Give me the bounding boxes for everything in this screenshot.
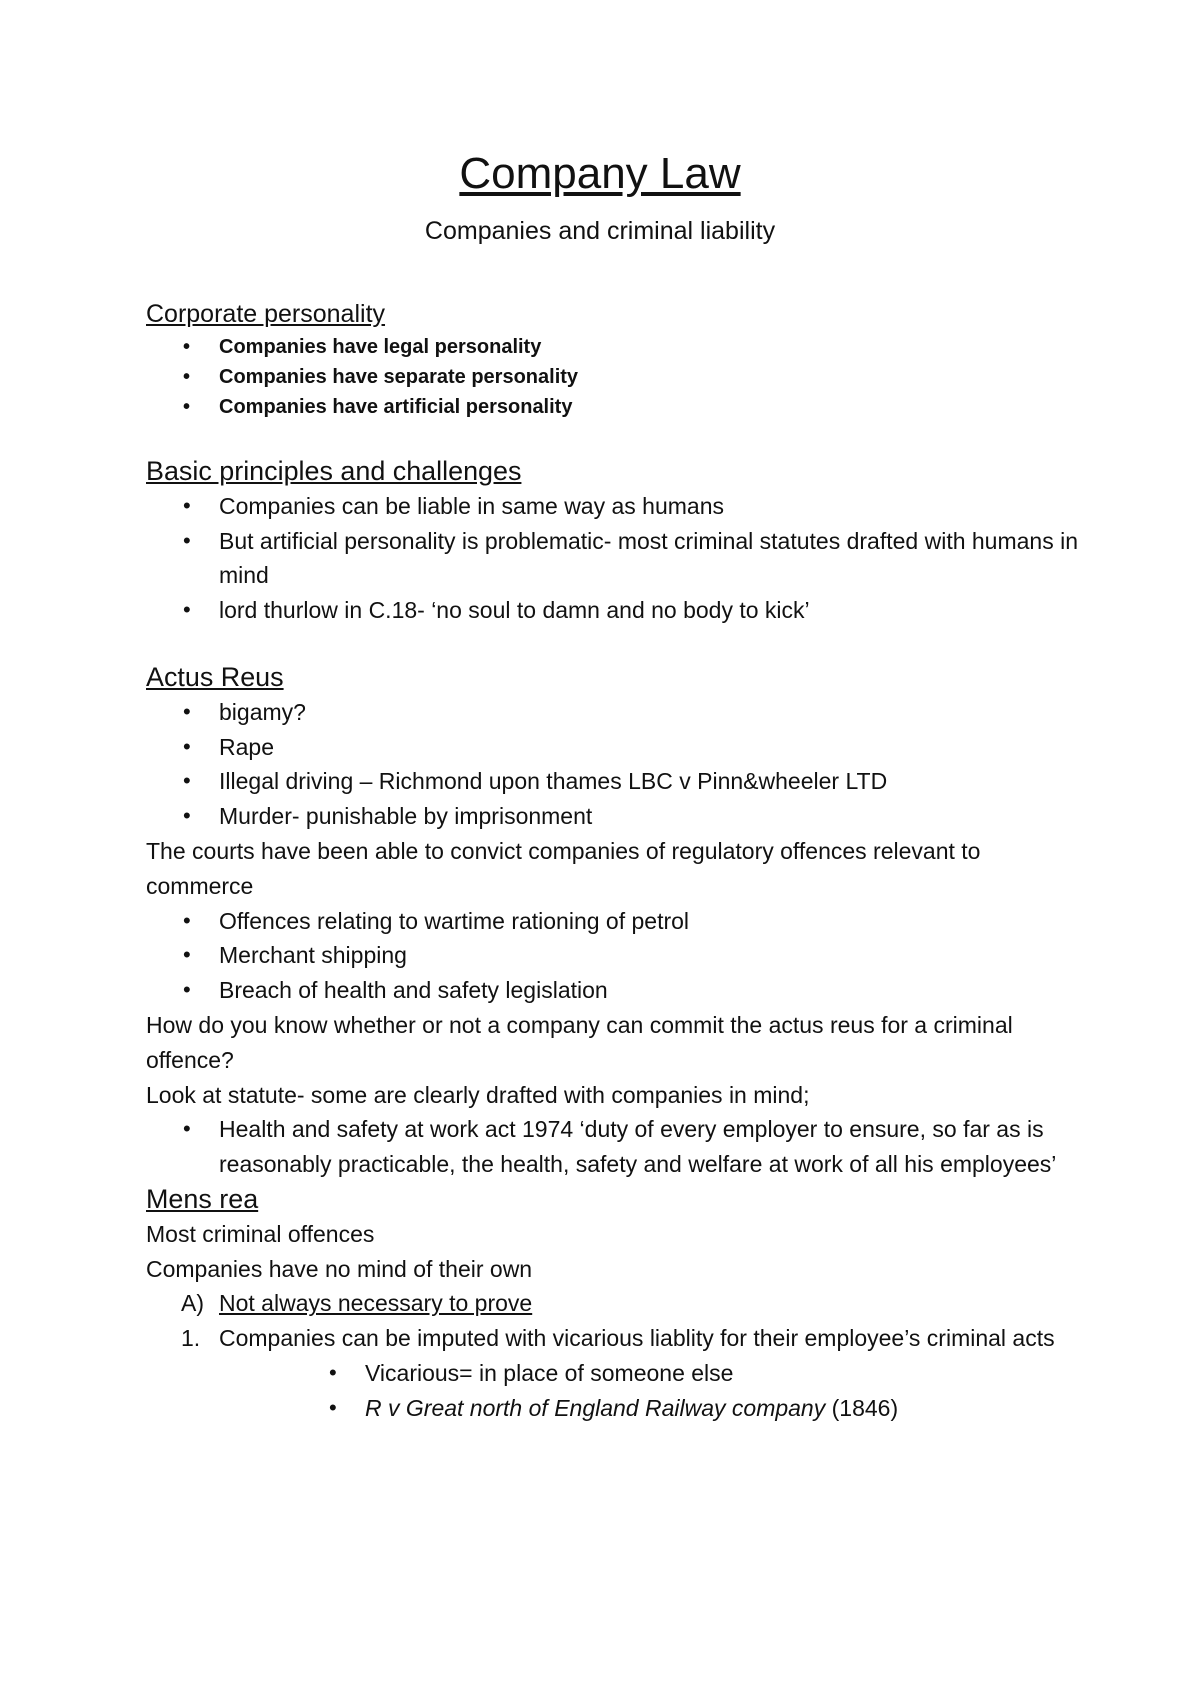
actus-reus-list (146, 695, 1086, 834)
bullet-icon: • (183, 698, 191, 724)
list-item: • Merchant shipping (146, 938, 1086, 973)
list-item: • Companies have artificial personality (146, 392, 1086, 422)
statute-list (146, 1112, 1086, 1182)
bullet-icon: • (183, 597, 191, 623)
list-item (146, 1391, 1086, 1426)
bullet-icon: • (183, 1116, 191, 1142)
bullet-icon: • (183, 527, 191, 553)
list-item: • But artificial personality is problematic- most criminal statutes drafted with humans in mind (146, 524, 1086, 594)
list-item: • lord thurlow in C.18- ‘no soul to damn and no body to kick’ (146, 593, 1086, 628)
heading-mens-rea: Mens rea (146, 1183, 259, 1214)
bullet-icon: • (183, 336, 191, 358)
paragraph: Companies have no mind of their own (146, 1255, 533, 1282)
bullet-icon: • (183, 396, 191, 418)
case-year: (1846) (831, 1394, 899, 1421)
heading-basic-principles: Basic principles and challenges (146, 456, 522, 486)
list-item: • Rape (146, 730, 1086, 765)
list-item: • Illegal driving – Richmond upon thames LBC v Pinn&wheeler LTD (146, 764, 1086, 799)
document-body (146, 296, 1086, 1426)
basic-principles-list (146, 489, 1086, 628)
bullet-icon: • (329, 1394, 337, 1420)
list-item: • Offences relating to wartime rationing of petrol (146, 904, 1086, 939)
bullet-icon: • (183, 907, 191, 933)
case-name: R v Great north of England Railway company (365, 1394, 826, 1421)
list-item: • Health and safety at work act 1974 ‘duty of every employer to ensure, so far as is reasonably practicable, the health, safety and welfare at work of all his employees’ (146, 1112, 1086, 1182)
regulatory-offences-list (146, 904, 1086, 1008)
list-item: • Breach of health and safety legislation (146, 973, 1086, 1008)
list-item: • Companies can be liable in same way as humans (146, 489, 1086, 524)
list-item: • Companies have legal personality (146, 332, 1086, 362)
bullet-icon: • (183, 366, 191, 388)
heading-corporate-personality: Corporate personality (146, 300, 386, 328)
list-marker: A) (181, 1290, 204, 1317)
bullet-icon: • (183, 942, 191, 968)
heading-actus-reus: Actus Reus (146, 661, 284, 692)
paragraph: Look at statute- some are clearly drafted with companies in mind; (146, 1081, 810, 1108)
page-title: Company Law (459, 149, 741, 198)
list-item: • Murder- punishable by imprisonment (146, 799, 1086, 834)
bullet-icon: • (183, 733, 191, 759)
paragraph: How do you know whether or not a company can commit the actus reus for a criminal offence? (146, 1011, 1013, 1073)
list-item: • bigamy? (146, 695, 1086, 730)
list-marker: 1. (181, 1325, 201, 1352)
bullet-icon: • (183, 768, 191, 794)
paragraph: The courts have been able to convict companies of regulatory offences relevant to commerce (146, 837, 981, 899)
bullet-icon: • (329, 1359, 337, 1385)
paragraph: Most criminal offences (146, 1220, 375, 1247)
list-item: 1. Companies can be imputed with vicarious liablity for their employee’s criminal acts (146, 1321, 1086, 1356)
vicarious-list (146, 1356, 1086, 1426)
page-subtitle: Companies and criminal liability (424, 217, 776, 245)
list-item: A) Not always necessary to prove (146, 1286, 1086, 1321)
bullet-icon: • (183, 977, 191, 1003)
mens-rea-list (146, 1286, 1086, 1356)
list-item: • Vicarious= in place of someone else (146, 1356, 1086, 1391)
list-item: • Companies have separate personality (146, 362, 1086, 392)
bullet-icon: • (183, 492, 191, 518)
bullet-icon: • (183, 803, 191, 829)
corporate-personality-list (146, 332, 1086, 422)
